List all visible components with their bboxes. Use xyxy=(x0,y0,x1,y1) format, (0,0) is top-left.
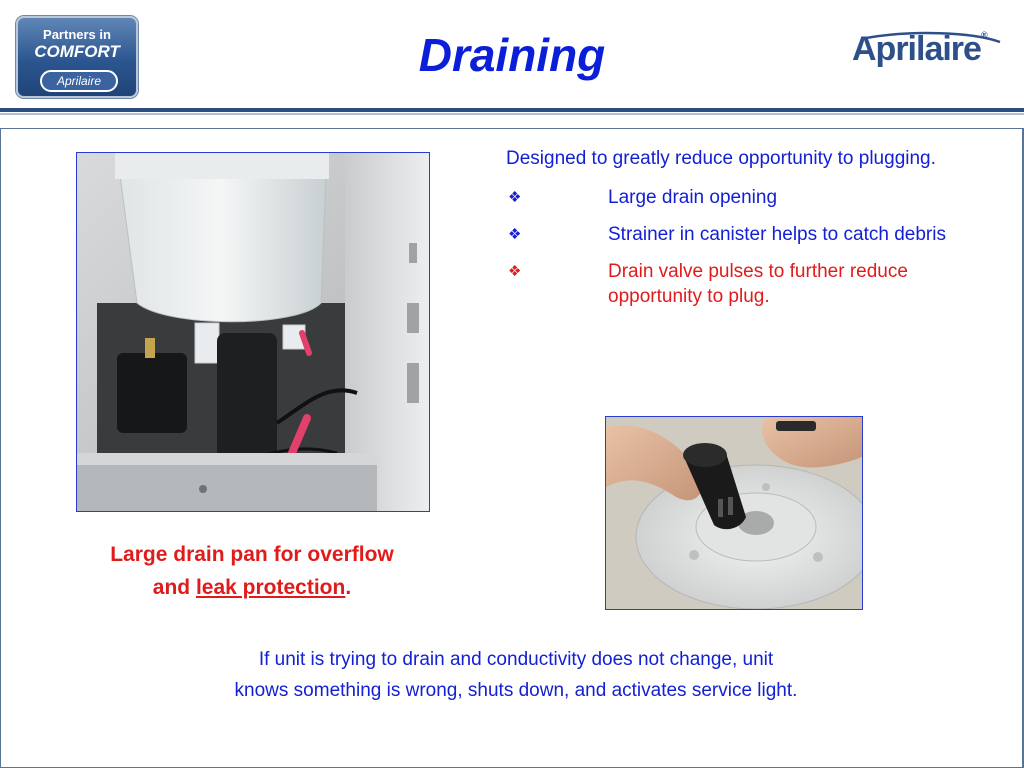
drain-pan-caption xyxy=(50,538,454,604)
badge-line-2: COMFORT xyxy=(34,42,120,61)
badge-line-3: Aprilaire xyxy=(40,70,118,92)
bullet-diamond-icon: ❖ xyxy=(508,226,522,243)
bullet-diamond-icon: ❖ xyxy=(508,189,522,206)
header-rule xyxy=(0,108,1024,112)
feature-list xyxy=(506,146,1006,321)
footer-line-1: If unit is trying to drain and conductivity does not change, unit xyxy=(258,649,774,670)
brand-registered-mark: ® xyxy=(980,30,988,40)
bullet-diamond-icon: ❖ xyxy=(508,263,522,280)
caption-line-2-prefix: and xyxy=(152,576,196,599)
leak-protection-link[interactable]: leak protection xyxy=(195,576,346,599)
footer-note xyxy=(0,644,1024,706)
feature-bullet xyxy=(506,185,946,210)
aprilaire-logo xyxy=(852,30,1012,74)
caption-line-1: Large drain pan for overflow xyxy=(110,543,394,566)
feature-text: Large drain opening xyxy=(608,187,778,208)
page-title: Draining xyxy=(418,29,606,81)
brand-name: Aprilaire xyxy=(852,30,981,68)
canister-photo-drawing xyxy=(606,417,862,609)
feature-bullet xyxy=(506,259,946,309)
feature-text: Drain valve pulses to further reduce opportunity to plug. xyxy=(608,261,908,307)
drain-pan-photo xyxy=(76,152,430,512)
feature-bullet xyxy=(506,222,946,247)
caption-line-2 xyxy=(50,571,454,604)
drain-pan-photo-drawing xyxy=(77,153,429,511)
feature-text: Strainer in canister helps to catch debris xyxy=(608,224,946,245)
header-rule-accent xyxy=(0,113,1024,115)
footer-line-2: knows something is wrong, shuts down, and activates service light. xyxy=(234,680,798,701)
caption-line-2-suffix: . xyxy=(345,576,352,599)
feature-intro: Designed to greatly reduce opportunity to plugging. xyxy=(506,148,936,169)
canister-photo xyxy=(605,416,863,610)
badge-line-1: Partners in xyxy=(43,27,111,42)
